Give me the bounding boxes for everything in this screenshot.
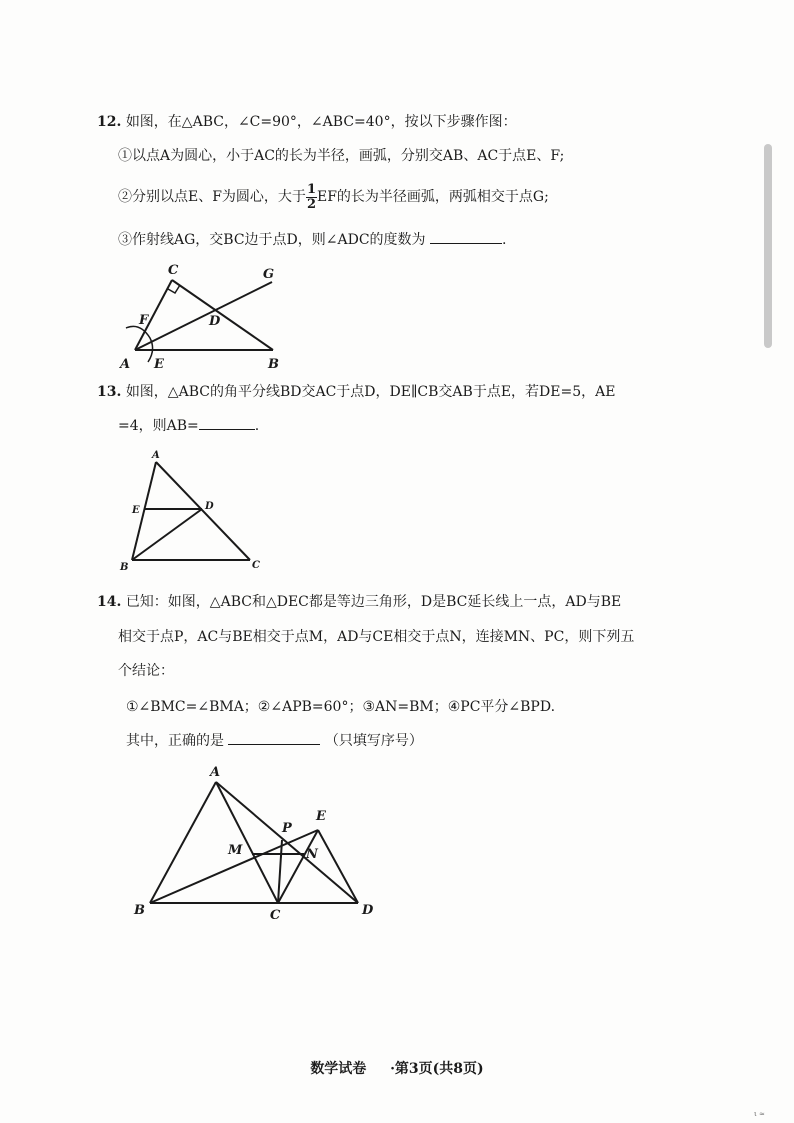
q12-label-a: A: [120, 357, 131, 372]
q14-label-a: A: [210, 765, 221, 780]
fraction-denominator: 2: [306, 196, 316, 212]
q13-label-b: B: [120, 562, 129, 573]
corner-mark: ι ≈: [754, 1110, 765, 1118]
q12-step2-a: ②分别以点E、F为圆心，大于: [118, 189, 306, 205]
q14-label-b: B: [134, 903, 145, 918]
q13-label-e: E: [132, 505, 140, 516]
q12-step3-text: ③作射线AG，交BC边于点D，则∠ADC的度数为: [118, 232, 426, 248]
q12-number: 12.: [97, 114, 122, 130]
q14-label-m: M: [228, 843, 243, 858]
page-footer: [0, 1058, 794, 1078]
q13-line1: [97, 382, 615, 402]
q14-segment-ed: [318, 830, 358, 903]
footer-page-number: ·第3页(共8页): [390, 1061, 484, 1077]
q14-answer-suffix: （只填写序号）: [324, 733, 423, 749]
q12-label-d: D: [209, 314, 221, 329]
q12-label-c: C: [168, 263, 179, 278]
q13-figure: [110, 446, 280, 576]
q12-segment-cb: [172, 280, 273, 350]
q12-stem: [97, 112, 517, 132]
q12-label-b: B: [268, 357, 279, 372]
q12-answer-blank[interactable]: [430, 231, 502, 244]
q13-line2: [118, 416, 259, 436]
q14-segment-ac: [216, 782, 278, 903]
q12-label-f: F: [139, 313, 149, 328]
q14-label-n: N: [306, 847, 318, 862]
q13-number: 13.: [97, 384, 122, 400]
q12-label-g: G: [263, 267, 275, 282]
q14-number: 14.: [97, 594, 122, 610]
q13-answer-blank[interactable]: [199, 417, 255, 430]
vertical-scrollbar[interactable]: [764, 144, 772, 348]
q14-line2: 相交于点P，AC与BE相交于点M，AD与CE相交于点N，连接MN、PC，则下列五: [118, 629, 635, 645]
q14-segment-be: [150, 830, 318, 903]
q14-label-d: D: [362, 903, 374, 918]
q12-ray-ag: [135, 282, 272, 350]
q14-figure: [128, 762, 388, 922]
fraction-numerator: 1: [306, 181, 316, 197]
q14-answer-line: [126, 731, 423, 751]
q13-line2-end: .: [254, 418, 260, 434]
q14-conclusions: ①∠BMC=∠BMA；②∠APB=60°；③AN=BM；④PC平分∠BPD.: [126, 699, 556, 715]
q12-step3: [118, 230, 506, 250]
half-fraction: [306, 183, 317, 212]
q12-figure: [110, 258, 310, 373]
q14-line1: [97, 592, 621, 612]
q13-line2-text: =4，则AB=: [118, 418, 199, 434]
q14-line1-text: 已知：如图，△ABC和△DEC都是等边三角形，D是BC延长线上一点，AD与BE: [125, 594, 622, 610]
q14-line3: 个结论：: [118, 663, 174, 679]
q12-stem-text: 如图，在△ABC，∠C=90°，∠ABC=40°，按以下步骤作图：: [125, 114, 517, 130]
q12-step3-end: .: [502, 232, 507, 248]
q12-label-e: E: [154, 357, 164, 372]
footer-subject: 数学试卷: [310, 1061, 367, 1077]
q14-label-p: P: [282, 821, 292, 836]
q14-answer-prefix: 其中，正确的是: [126, 733, 224, 749]
q13-segment-ac: [156, 462, 250, 560]
q14-label-c: C: [270, 908, 281, 922]
q13-label-d: D: [205, 501, 214, 512]
q14-answer-blank[interactable]: [228, 732, 320, 745]
q13-line1-text: 如图，△ABC的角平分线BD交AC于点D，DE∥CB交AB于点E，若DE=5，AE: [125, 384, 616, 400]
q12-step2: [118, 182, 549, 212]
q12-step2-b: EF的长为半径画弧，两弧相交于点G;: [316, 189, 549, 205]
q13-label-a: A: [152, 450, 160, 461]
q13-label-c: C: [252, 560, 260, 571]
q12-step1: ①以点A为圆心，小于AC的长为半径，画弧，分别交AB、AC于点E、F;: [118, 148, 565, 164]
q14-segment-pc: [278, 840, 282, 903]
q14-label-e: E: [316, 809, 326, 824]
q14-segment-ab: [150, 782, 216, 903]
